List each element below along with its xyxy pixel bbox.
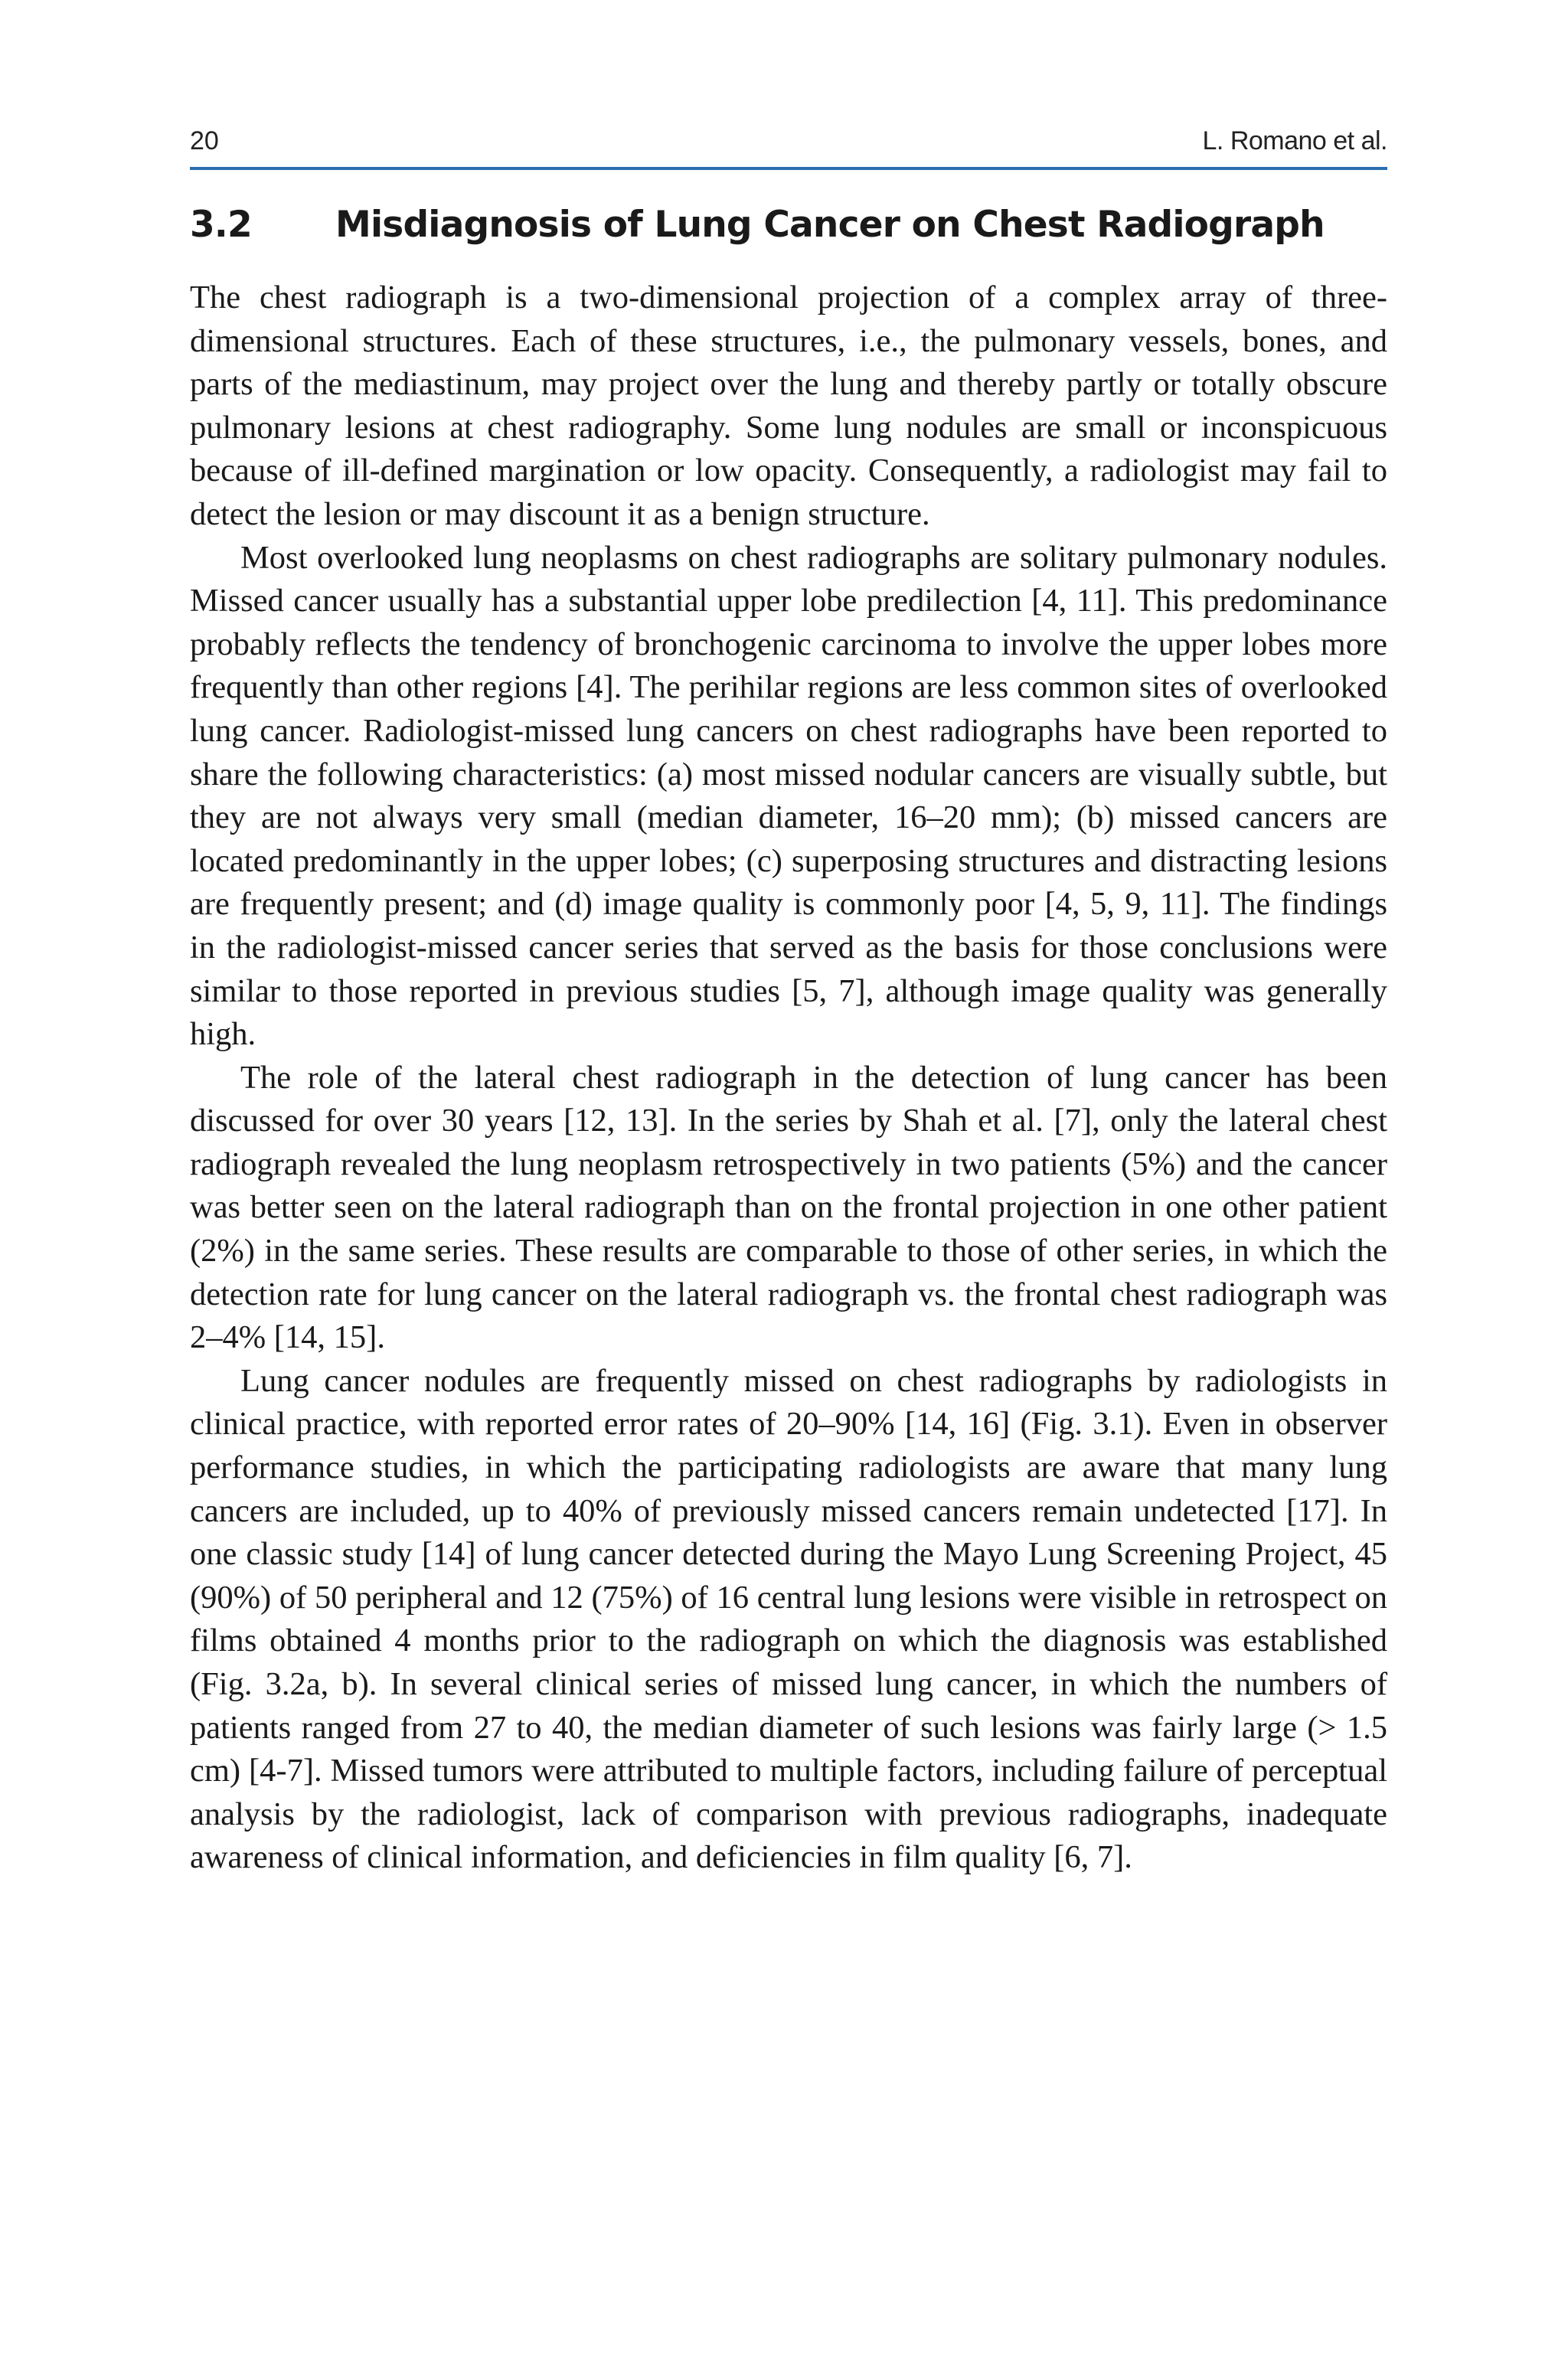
paragraph-2: Most overlooked lung neoplasms on chest radiographs are solitary pulmonary nodules. Missed cancer usually has a substantial upper lobe predilection [4, 11]. This predominance probably reflects the tendency of bronchogenic carcinoma to involve the upper lobes more frequently than other regions [4]. The perihilar regions are less common sites of overlooked lung cancer. Radiologist-missed lung cancers on chest radiographs have been reported to share the following characteristics: (a) most missed nodular cancers are visually subtle, but they are not always very small (median diameter, 16–20 mm); (b) missed cancers are located predominantly in the upper lobes; (c) superposing structures and distracting lesions are frequently present; and (d) image quality is commonly poor [4, 5, 9, 11]. The findings in the radiologist-missed cancer series that served as the basis for those conclusions were similar to those reported in previous studies [5, 7], although image quality was generally high. (190, 539, 1387, 1053)
running-head (190, 123, 1387, 170)
paragraph-3: The role of the lateral chest radiograph in the detection of lung cancer has been discussed for over 30 years [12, 13]. In the series by Shah et al. [7], only the lateral chest radiograph revealed the lung neoplasm retrospectively in two patients (5%) and the cancer was better seen on the lateral radiograph than on the frontal projection in one other patient (2%) in the same series. These results are comparable to those of other series, in which the detection rate for lung cancer on the lateral radiograph vs. the frontal chest radiograph was 2–4% [14, 15]. (190, 1059, 1387, 1356)
running-head-authors: L. Romano et al. (1202, 126, 1387, 155)
page-number: 20 (190, 126, 219, 155)
section-title: Misdiagnosis of Lung Cancer on Chest Radiograph (335, 204, 1325, 246)
section-number: 3.2 (190, 204, 252, 246)
book-page (190, 123, 1387, 1880)
section-heading (190, 204, 1387, 246)
paragraph-4: Lung cancer nodules are frequently missed on chest radiographs by radiologists in clinical practice, with reported error rates of 20–90% [14, 16] (Fig. 3.1). Even in observer performance studies, in which the participating radiologists are aware that many lung cancers are included, up to 40% of previously missed cancers remain undetected [17]. In one classic study [14] of lung cancer detected during the Mayo Lung Screening Project, 45 (90%) of 50 peripheral and 12 (75%) of 16 central lung lesions were visible in retrospect on films obtained 4 months prior to the radiograph on which the diagnosis was established (Fig. 3.2a, b). In several clinical series of missed lung cancer, in which the numbers of patients ranged from 27 to 40, the median diameter of such lesions was fairly large (> 1.5 cm) [4-7]. Missed tumors were attributed to multiple factors, including failure of perceptual analysis by the radiologist, lack of comparison with previous radiographs, inadequate awareness of clinical information, and deficiencies in film quality [6, 7]. (190, 1362, 1387, 1876)
body-text (190, 276, 1387, 1880)
paragraph-1: The chest radiograph is a two-dimensional projection of a complex array of three-dimensional structures. Each of these structures, i.e., the pulmonary vessels, bones, and parts of the mediastinum, may project over the lung and thereby partly or totally obscure pulmonary lesions at chest radiography. Some lung nodules are small or inconspicuous because of ill-defined margination or low opacity. Consequently, a radiologist may fail to detect the lesion or may discount it as a benign structure. (190, 279, 1387, 532)
